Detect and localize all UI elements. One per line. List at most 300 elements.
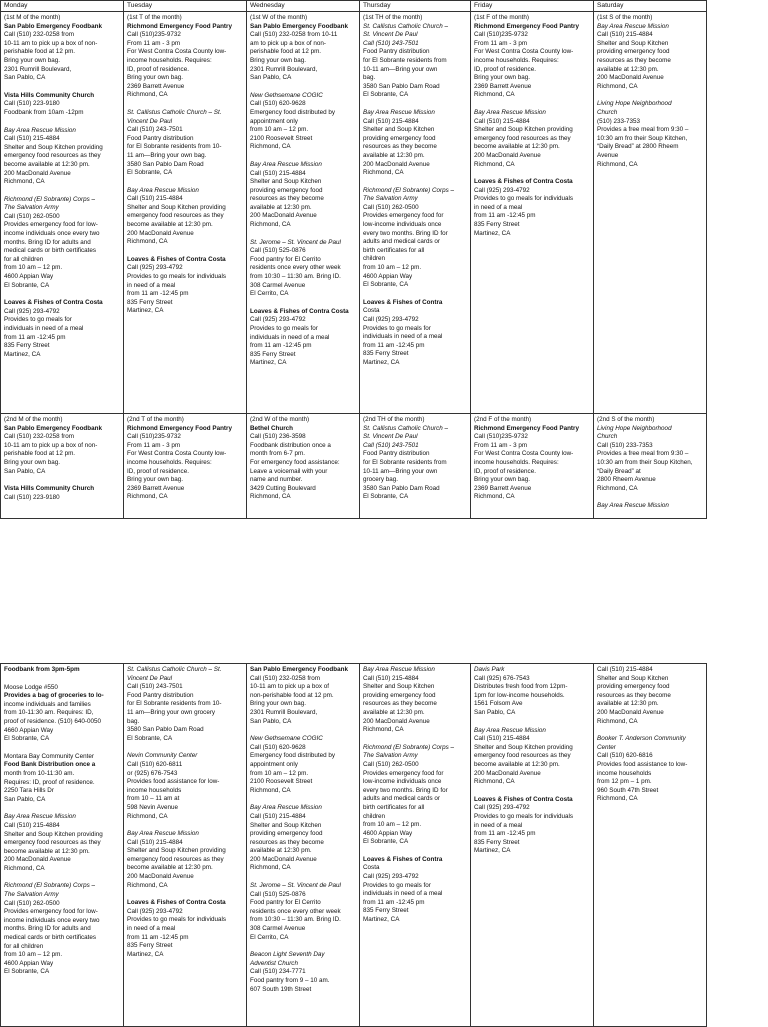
listing-line: El Sobrante, CA bbox=[363, 91, 409, 99]
listing-line: Martinez, CA bbox=[127, 307, 164, 315]
listing-line: Provides to go meals for bbox=[363, 324, 431, 332]
listing-line: Richmond, CA bbox=[250, 786, 291, 794]
listing-line: 200 MacDonald Avenue bbox=[4, 856, 71, 864]
listing-line: Richmond, CA bbox=[363, 726, 404, 734]
listing-line: grocery bag. bbox=[363, 476, 399, 484]
weekday-header-row bbox=[1, 1, 707, 12]
listing-line: The Salvation Army bbox=[363, 752, 418, 760]
listing-line: name and number. bbox=[250, 476, 303, 484]
listing-line: Call (510) 262-0500 bbox=[363, 203, 419, 211]
listing-line: Shelter and Soup Kitchen providing bbox=[474, 743, 573, 751]
header-saturday: Saturday bbox=[594, 1, 707, 12]
listing-line: Food pantry for El Cerrito bbox=[250, 899, 321, 907]
listing-line: from 11 am -12:45 pm bbox=[250, 342, 312, 350]
listing-line: become available at 12:30 pm. bbox=[474, 143, 560, 151]
listing-line: Davis Park bbox=[474, 666, 505, 673]
listing-line: Provides to go meals for individuals bbox=[127, 916, 227, 924]
listing-line: Call (510) 620-9628 bbox=[250, 743, 306, 751]
listing-entry bbox=[250, 882, 356, 942]
listing-line: Richmond Emergency Food Pantry bbox=[474, 22, 579, 30]
listing-line: 11 am—Bring your own bag. bbox=[127, 151, 207, 159]
listing-line: available at 12:30 pm. bbox=[363, 708, 425, 716]
listing-line: Richmond, CA bbox=[597, 484, 638, 492]
day-cell bbox=[471, 664, 594, 1027]
listing-line: Center bbox=[597, 743, 616, 751]
listing-line: resources as they become bbox=[597, 691, 671, 699]
listing-line: 10:30 am from their Soup Kitchen, bbox=[597, 458, 693, 466]
listing-line: Martinez, CA bbox=[363, 916, 400, 924]
listing-line: St. Callistus Catholic Church – bbox=[363, 424, 449, 432]
listing-line: Call (925) 293-4792 bbox=[127, 907, 183, 915]
listing-line: income individuals once every two bbox=[4, 916, 100, 924]
listing-line: bag. bbox=[127, 717, 140, 725]
listing-line: Provides to go meals for individuals bbox=[474, 195, 574, 203]
listing-line: from 10 am – 12 pm. bbox=[250, 769, 309, 777]
listing-line: am to pick up a box of non- bbox=[250, 39, 326, 47]
listing-line: 200 MacDonald Avenue bbox=[363, 717, 430, 725]
listing-line: El Sobrante, CA bbox=[363, 838, 409, 846]
listing-line: Call (925) 293-4792 bbox=[474, 186, 530, 194]
listing-line: Bay Area Rescue Mission bbox=[250, 804, 322, 812]
listing-line: Provides food assistance to low- bbox=[597, 760, 688, 768]
listing-line: income households bbox=[597, 769, 652, 777]
listing-line: From 11 am - 3 pm bbox=[474, 441, 528, 449]
listing-entry bbox=[597, 416, 703, 493]
listing-line: Call (925) 293-4792 bbox=[250, 316, 306, 324]
listing-line: 2369 Barrett Avenue bbox=[127, 82, 185, 90]
listing-entry bbox=[474, 178, 590, 238]
listing-line: St. Callistus Catholic Church – St. bbox=[127, 666, 222, 673]
listing-line: Loaves & Fishes of Contra bbox=[363, 855, 443, 863]
listing-line: Bay Area Rescue Mission bbox=[127, 830, 199, 838]
listing-line: Provides a bag of groceries to lo- bbox=[4, 692, 104, 700]
listing-line: 2301 Rumrill Boulevard, bbox=[250, 65, 318, 73]
week-row-1 bbox=[1, 12, 707, 414]
listing-line: providing emergency food bbox=[597, 48, 670, 56]
listing-entry bbox=[4, 485, 120, 502]
listing-line: 598 Nevin Avenue bbox=[127, 803, 178, 811]
listing-line: Moose Lodge #550 bbox=[4, 683, 58, 691]
listing-line: Call (510) 262-0500 bbox=[4, 899, 60, 907]
listing-entry bbox=[363, 14, 467, 100]
listing-line: individuals in need of a meal bbox=[363, 333, 443, 341]
week-row-2 bbox=[1, 414, 707, 519]
listing-entry bbox=[250, 666, 356, 726]
listing-line: Provides a free meal from 9:30 – bbox=[597, 126, 689, 134]
listing-line: (1st T of the month) bbox=[127, 14, 182, 21]
listing-line: Booker T. Anderson Community bbox=[597, 735, 686, 743]
listing-line: St. Vincent De Paul bbox=[363, 433, 418, 441]
listing-line: from 10:30 – 11:30 am. Bring ID. bbox=[250, 916, 341, 924]
listing-entry bbox=[4, 882, 120, 977]
listing-entry bbox=[127, 666, 243, 743]
listing-line: Call (510) 620-9628 bbox=[250, 100, 306, 108]
listing-line: Food Pantry distribution bbox=[127, 691, 194, 699]
listing-entry bbox=[363, 666, 467, 735]
listing-line: 10:30 am fro their Soup Kitchen, bbox=[597, 134, 688, 142]
listing-line: Richmond Emergency Food Pantry bbox=[474, 424, 579, 432]
listing-line: Vincent De Paul bbox=[127, 674, 173, 682]
listing-entry bbox=[250, 951, 356, 994]
listing-line: (2nd W of the month) bbox=[250, 416, 310, 423]
listing-line: Call (510) 215-4884 bbox=[250, 169, 306, 177]
listing-line: For West Contra Costa County low- bbox=[127, 48, 227, 56]
listing-line: St. Callistus Catholic Church – St. bbox=[127, 108, 222, 116]
listing-line: El Cerrito, CA bbox=[250, 290, 289, 298]
listing-line: 4600 Appian Way bbox=[363, 829, 413, 837]
listing-line: 200 MacDonald Avenue bbox=[127, 873, 194, 881]
listing-line: Richmond, CA bbox=[474, 493, 515, 501]
listing-line: (2nd T of the month) bbox=[127, 416, 184, 423]
listing-line: Call (510)235-9732 bbox=[474, 433, 528, 441]
listing-line: from 10 am – 12 pm. bbox=[4, 264, 63, 272]
listing-line: Nevin Community Center bbox=[127, 752, 198, 760]
listing-line: El Sobrante, CA bbox=[127, 169, 173, 177]
listing-line: Shelter and Soup Kitchen providing bbox=[127, 203, 226, 211]
listing-line: Food Pantry distribution bbox=[363, 450, 430, 458]
listing-line: Call (510) 232-0258 from 10-11 bbox=[250, 31, 338, 39]
listing-line: Richmond, CA bbox=[597, 717, 638, 725]
listing-line: from 11 am -12:45 pm bbox=[474, 212, 536, 220]
listing-line: 2369 Barrett Avenue bbox=[474, 82, 532, 90]
listing-line: Call (510) 215-4884 bbox=[4, 821, 60, 829]
listing-line: 835 Ferry Street bbox=[474, 838, 520, 846]
listing-line: in need of a meal bbox=[127, 281, 176, 289]
listing-line: Costa bbox=[363, 307, 380, 315]
listing-line: El Sobrante, CA bbox=[363, 493, 409, 501]
listing-entry bbox=[597, 502, 703, 511]
listing-entry bbox=[4, 416, 120, 476]
listing-line: Richmond, CA bbox=[250, 493, 291, 501]
listing-line: medical cards or birth certificates bbox=[4, 247, 97, 255]
day-cell bbox=[1, 664, 124, 1027]
listing-line: months. Bring ID for adults and bbox=[4, 925, 91, 933]
listing-line: Richmond, CA bbox=[4, 178, 45, 186]
listing-line: Bay Area Rescue Mission bbox=[474, 726, 546, 734]
listing-line: Food Pantry distribution bbox=[363, 48, 430, 56]
listing-entry bbox=[250, 239, 356, 299]
listing-line: El Cerrito, CA bbox=[250, 933, 289, 941]
listing-line: 200 MacDonald Avenue bbox=[597, 708, 664, 716]
listing-entry bbox=[250, 308, 356, 368]
listing-line: Beacon Light Seventh Day bbox=[250, 951, 325, 959]
listing-line: resources as they become bbox=[250, 838, 324, 846]
listing-line: income households. Requires: bbox=[474, 56, 559, 64]
listing-line: Shelter and Soup Kitchen bbox=[363, 126, 435, 134]
listing-line: Shelter and Soup Kitchen providing bbox=[474, 126, 573, 134]
listing-entry bbox=[4, 196, 120, 291]
listing-line: 835 Ferry Street bbox=[4, 342, 50, 350]
listing-line: providing emergency food bbox=[363, 691, 436, 699]
listing-line: San Pablo, CA bbox=[4, 795, 46, 803]
listing-line: in need of a meal bbox=[127, 925, 176, 933]
listing-line: (1st W of the month) bbox=[250, 14, 308, 21]
listing-line: adults and medical cards or bbox=[363, 795, 441, 803]
listing-line: Shelter and Soup Kitchen bbox=[250, 178, 322, 186]
listing-line: Call (510) 232-0258 from bbox=[250, 674, 321, 682]
listing-entry bbox=[127, 830, 243, 890]
listing-line: Living Hope Neighborhood bbox=[597, 424, 672, 432]
listing-line: income households. Requires: bbox=[474, 458, 559, 466]
listing-line: Loaves & Fishes of Contra Costa bbox=[127, 899, 226, 907]
listing-line: 10-11 am—Bring your own bbox=[363, 65, 438, 73]
listing-line: medical cards or birth certificates bbox=[4, 934, 97, 942]
listing-line: Call (510) 215-4884 bbox=[4, 135, 60, 143]
listing-line: For emergency food assistance: bbox=[250, 458, 340, 466]
listing-line: 835 Ferry Street bbox=[363, 350, 409, 358]
listing-line: available at 12:30 pm. bbox=[363, 151, 425, 159]
listing-line: Bay Area Rescue Mission bbox=[363, 666, 435, 673]
listing-line: (1st TH of the month) bbox=[363, 14, 423, 21]
day-cell bbox=[124, 414, 247, 519]
listing-line: Call (510) 215-4884 bbox=[597, 31, 653, 39]
listing-line: Provides emergency food for low- bbox=[4, 221, 98, 229]
listing-entry bbox=[127, 256, 243, 316]
header-wednesday: Wednesday bbox=[247, 1, 360, 12]
listing-line: Bethel Church bbox=[250, 424, 294, 432]
listing-line: Call (510) 215-4884 bbox=[474, 117, 530, 125]
listing-line: Call (925) 293-4792 bbox=[363, 873, 419, 881]
listing-line: Call (510) 620-6811 bbox=[127, 760, 183, 768]
listing-line: available at 12:30 pm. bbox=[250, 847, 312, 855]
listing-line: New Gethsemane COGIC bbox=[250, 91, 323, 99]
listing-line: 3429 Cutting Boulevard bbox=[250, 484, 316, 492]
listing-line: ID, proof of residence. bbox=[474, 65, 536, 73]
listing-line: 835 Ferry Street bbox=[250, 350, 296, 358]
listing-line: Vincent De Paul bbox=[127, 117, 173, 125]
listing-line: Martinez, CA bbox=[474, 229, 511, 237]
day-cell bbox=[124, 12, 247, 414]
listing-line: El Sobrante, CA bbox=[4, 735, 50, 743]
listing-line: Bay Area Rescue Mission bbox=[597, 22, 669, 30]
listing-entry bbox=[474, 14, 590, 100]
listing-entry bbox=[474, 666, 590, 718]
listing-line: Montara Bay Community Center bbox=[4, 752, 94, 760]
listing-line: 10-11 am to pick up a box of non- bbox=[4, 39, 98, 47]
listing-line: Call (510) 215-4884 bbox=[597, 666, 653, 673]
listing-line: Call (510) 215-4884 bbox=[474, 735, 530, 743]
day-cell bbox=[471, 12, 594, 414]
listing-line: El Sobrante, CA bbox=[363, 281, 409, 289]
listing-line: 200 MacDonald Avenue bbox=[4, 169, 71, 177]
listing-line: The Salvation Army bbox=[4, 204, 59, 212]
listing-line: (2nd F of the month) bbox=[474, 416, 532, 423]
listing-line: Provides emergency food for bbox=[363, 212, 444, 220]
listing-line: providing emergency food bbox=[597, 683, 670, 691]
listing-line: emergency food resources as they bbox=[474, 752, 571, 760]
listing-line: 3580 San Pablo Dam Road bbox=[127, 160, 204, 168]
listing-line: Richmond, CA bbox=[127, 881, 168, 889]
listing-line: birth certificates for all bbox=[363, 246, 425, 254]
listing-line: Costa bbox=[363, 864, 380, 872]
listing-line: St. Jerome – St. Vincent de Paul bbox=[250, 238, 341, 246]
listing-line: Provides emergency food for low- bbox=[4, 908, 98, 916]
listing-line: 200 MacDonald Avenue bbox=[597, 74, 664, 82]
listing-line: from 10 am – 12 pm. bbox=[4, 951, 63, 959]
listing-line: become available at 12:30 pm. bbox=[4, 160, 90, 168]
listing-line: appointment only bbox=[250, 117, 298, 125]
listing-line: 200 MacDonald Avenue bbox=[363, 160, 430, 168]
listing-line: 4660 Appian Way bbox=[4, 726, 54, 734]
listing-line: Bring your own bag. bbox=[127, 74, 184, 82]
listing-line: Emergency food distributed by bbox=[250, 108, 336, 116]
listing-line: emergency food resources as they bbox=[4, 839, 101, 847]
listing-entry bbox=[127, 14, 243, 100]
listing-line: resources as they become bbox=[250, 195, 324, 203]
listing-entry bbox=[363, 416, 467, 502]
day-cell bbox=[594, 12, 707, 414]
listing-line: St. Jerome – St. Vincent de Paul bbox=[250, 882, 341, 890]
listing-entry bbox=[363, 744, 467, 847]
listing-line: Richmond, CA bbox=[250, 221, 291, 229]
listing-line: Richmond, CA bbox=[597, 160, 638, 168]
listing-line: for El Sobrante residents from bbox=[363, 56, 447, 64]
listing-line: income households bbox=[127, 786, 182, 794]
listing-line: Vista Hills Community Church bbox=[4, 485, 95, 493]
listing-line: Call (510) 234-7771 bbox=[250, 968, 306, 976]
listing-line: (510) 233-7353 bbox=[597, 117, 641, 125]
header-friday: Friday bbox=[471, 1, 594, 12]
listing-line: (1st S of the month) bbox=[597, 14, 653, 21]
listing-line: become available at 12:30 pm. bbox=[127, 221, 213, 229]
listing-line: San Pablo Emergency Foodbank bbox=[250, 22, 348, 30]
listing-line: San Pablo Emergency Foodbank bbox=[250, 666, 348, 673]
listing-line: Richmond, CA bbox=[250, 143, 291, 151]
listing-line: from 10 am – 12 pm. bbox=[250, 126, 309, 134]
listing-line: 607 South 19th Street bbox=[250, 985, 312, 993]
listing-line: ID, proof of residence. bbox=[127, 65, 189, 73]
listing-line: Avenue bbox=[597, 151, 619, 159]
header-tuesday: Tuesday bbox=[124, 1, 247, 12]
listing-line: The Salvation Army bbox=[363, 195, 418, 203]
listing-line: Bring your own bag. bbox=[474, 74, 531, 82]
listing-entry bbox=[363, 187, 467, 290]
listing-line: 4600 Appian Way bbox=[4, 273, 54, 281]
listing-line: From 11 am - 3 pm bbox=[127, 39, 181, 47]
listing-line: or (925) 676-7543 bbox=[127, 769, 178, 777]
listing-line: (2nd M of the month) bbox=[4, 416, 63, 423]
listing-line: Richmond Emergency Food Pantry bbox=[127, 22, 232, 30]
listing-line: Loaves & Fishes of Contra Costa bbox=[127, 255, 226, 263]
listing-line: San Pablo, CA bbox=[474, 708, 516, 716]
week-row-continued bbox=[1, 664, 707, 1027]
listing-line: 200 MacDonald Avenue bbox=[474, 769, 541, 777]
listing-line: Bay Area Rescue Mission bbox=[250, 160, 322, 168]
listing-line: emergency food resources as they bbox=[4, 152, 101, 160]
listing-line: Martinez, CA bbox=[4, 350, 41, 358]
listing-entry bbox=[474, 727, 590, 787]
listing-line: non-perishable food at 12 pm. bbox=[250, 691, 334, 699]
day-cell bbox=[247, 664, 360, 1027]
day-cell bbox=[1, 414, 124, 519]
day-cell bbox=[594, 414, 707, 519]
listing-line: (2nd TH of the month) bbox=[363, 416, 425, 423]
listing-line: (2nd S of the month) bbox=[597, 416, 655, 423]
listing-line: The Salvation Army bbox=[4, 891, 59, 899]
listing-entry bbox=[597, 14, 703, 91]
listing-line: resources as they become bbox=[597, 56, 671, 64]
listing-entry bbox=[363, 856, 467, 925]
listing-entry bbox=[363, 109, 467, 178]
listing-line: Call (510)235-9732 bbox=[127, 433, 181, 441]
listing-line: Bay Area Rescue Mission bbox=[363, 108, 435, 116]
listing-line: For West Contra Costa County low- bbox=[474, 48, 574, 56]
listing-line: income households. Requires: bbox=[127, 458, 212, 466]
listing-line: perishable food at 12 pm. bbox=[4, 450, 76, 458]
listing-line: months. Bring ID for adults and bbox=[4, 238, 91, 246]
listing-line: Richmond, CA bbox=[250, 864, 291, 872]
listing-line: 2301 Rumrill Boulevard, bbox=[4, 65, 72, 73]
listing-line: from 10 am – 12 pm. bbox=[363, 821, 422, 829]
listing-line: Bay Area Rescue Mission bbox=[4, 126, 76, 134]
listing-entry bbox=[597, 666, 703, 726]
listing-line: Call (510) 232-0258 from bbox=[4, 31, 75, 39]
listing-entry bbox=[474, 796, 590, 856]
listing-line: From 11 am - 3 pm bbox=[474, 39, 528, 47]
listing-line: Shelter and Soup Kitchen bbox=[597, 39, 669, 47]
listing-line: resources as they become bbox=[363, 143, 437, 151]
listing-line: 1pm for low-income households. bbox=[474, 691, 565, 699]
listing-entry bbox=[4, 299, 120, 359]
listing-entry bbox=[250, 804, 356, 873]
listing-line: 835 Ferry Street bbox=[127, 298, 173, 306]
listing-line: emergency food resources as they bbox=[474, 134, 571, 142]
listing-line: Bring your own bag. bbox=[474, 476, 531, 484]
listing-line: Call (510) 215-4884 bbox=[127, 195, 183, 203]
listing-line: El Sobrante, CA bbox=[4, 281, 50, 289]
listing-entry bbox=[250, 161, 356, 230]
listing-line: Call (510)235-9732 bbox=[474, 31, 528, 39]
listing-line: “Daily Bread” at 2800 Rheem bbox=[597, 143, 679, 151]
listing-entry bbox=[4, 666, 120, 675]
listing-line: 2369 Barrett Avenue bbox=[474, 484, 532, 492]
header-thursday: Thursday bbox=[360, 1, 471, 12]
listing-line: 835 Ferry Street bbox=[363, 907, 409, 915]
day-cell bbox=[1, 12, 124, 414]
listing-line: Call (510) 215-4884 bbox=[250, 812, 306, 820]
listing-line: Provides emergency food for bbox=[363, 769, 444, 777]
listing-line: Call (510) 525-0876 bbox=[250, 890, 306, 898]
listing-entry bbox=[597, 735, 703, 804]
listing-line: Foodbank distribution once a bbox=[250, 441, 331, 449]
listing-entry bbox=[4, 14, 120, 83]
listing-line: 960 South 47th Street bbox=[597, 786, 659, 794]
listing-line: New Gethsemane COGIC bbox=[250, 735, 323, 743]
listing-line: ID, proof of residence. bbox=[474, 467, 536, 475]
listing-line: 200 MacDonald Avenue bbox=[250, 855, 317, 863]
listing-line: 308 Carmel Avenue bbox=[250, 281, 306, 289]
listing-line: from 10 am – 12 pm. bbox=[363, 264, 422, 272]
listing-line: (1st M of the month) bbox=[4, 14, 61, 21]
listing-line: San Pablo, CA bbox=[4, 74, 46, 82]
listing-line: Call (510)235-9732 bbox=[127, 31, 181, 39]
listing-line: Food pantry from 9 – 10 am. bbox=[250, 977, 330, 984]
listing-line: for El Sobrante residents from 10- bbox=[127, 143, 222, 151]
listing-line: become available at 12:30 pm. bbox=[474, 760, 560, 768]
listing-line: residents once every other week bbox=[250, 264, 341, 272]
listing-line: St. Callistus Catholic Church – bbox=[363, 22, 449, 30]
listing-line: Loaves & Fishes of Contra Costa bbox=[474, 795, 573, 803]
listing-line: 200 MacDonald Avenue bbox=[127, 229, 194, 237]
listing-line: Call (510) 233-7353 bbox=[597, 441, 653, 449]
listing-entry bbox=[363, 299, 467, 368]
listing-line: 3580 San Pablo Dam Road bbox=[363, 82, 440, 90]
listing-line: Bay Area Rescue Mission bbox=[4, 813, 76, 821]
listing-line: Provides to go meals for individuals bbox=[127, 273, 227, 281]
listing-line: Shelter and Soup Kitchen bbox=[250, 821, 322, 829]
listing-line: Call (510) 262-0500 bbox=[363, 760, 419, 768]
listing-line: Call (510) 223-9180 bbox=[4, 493, 60, 501]
